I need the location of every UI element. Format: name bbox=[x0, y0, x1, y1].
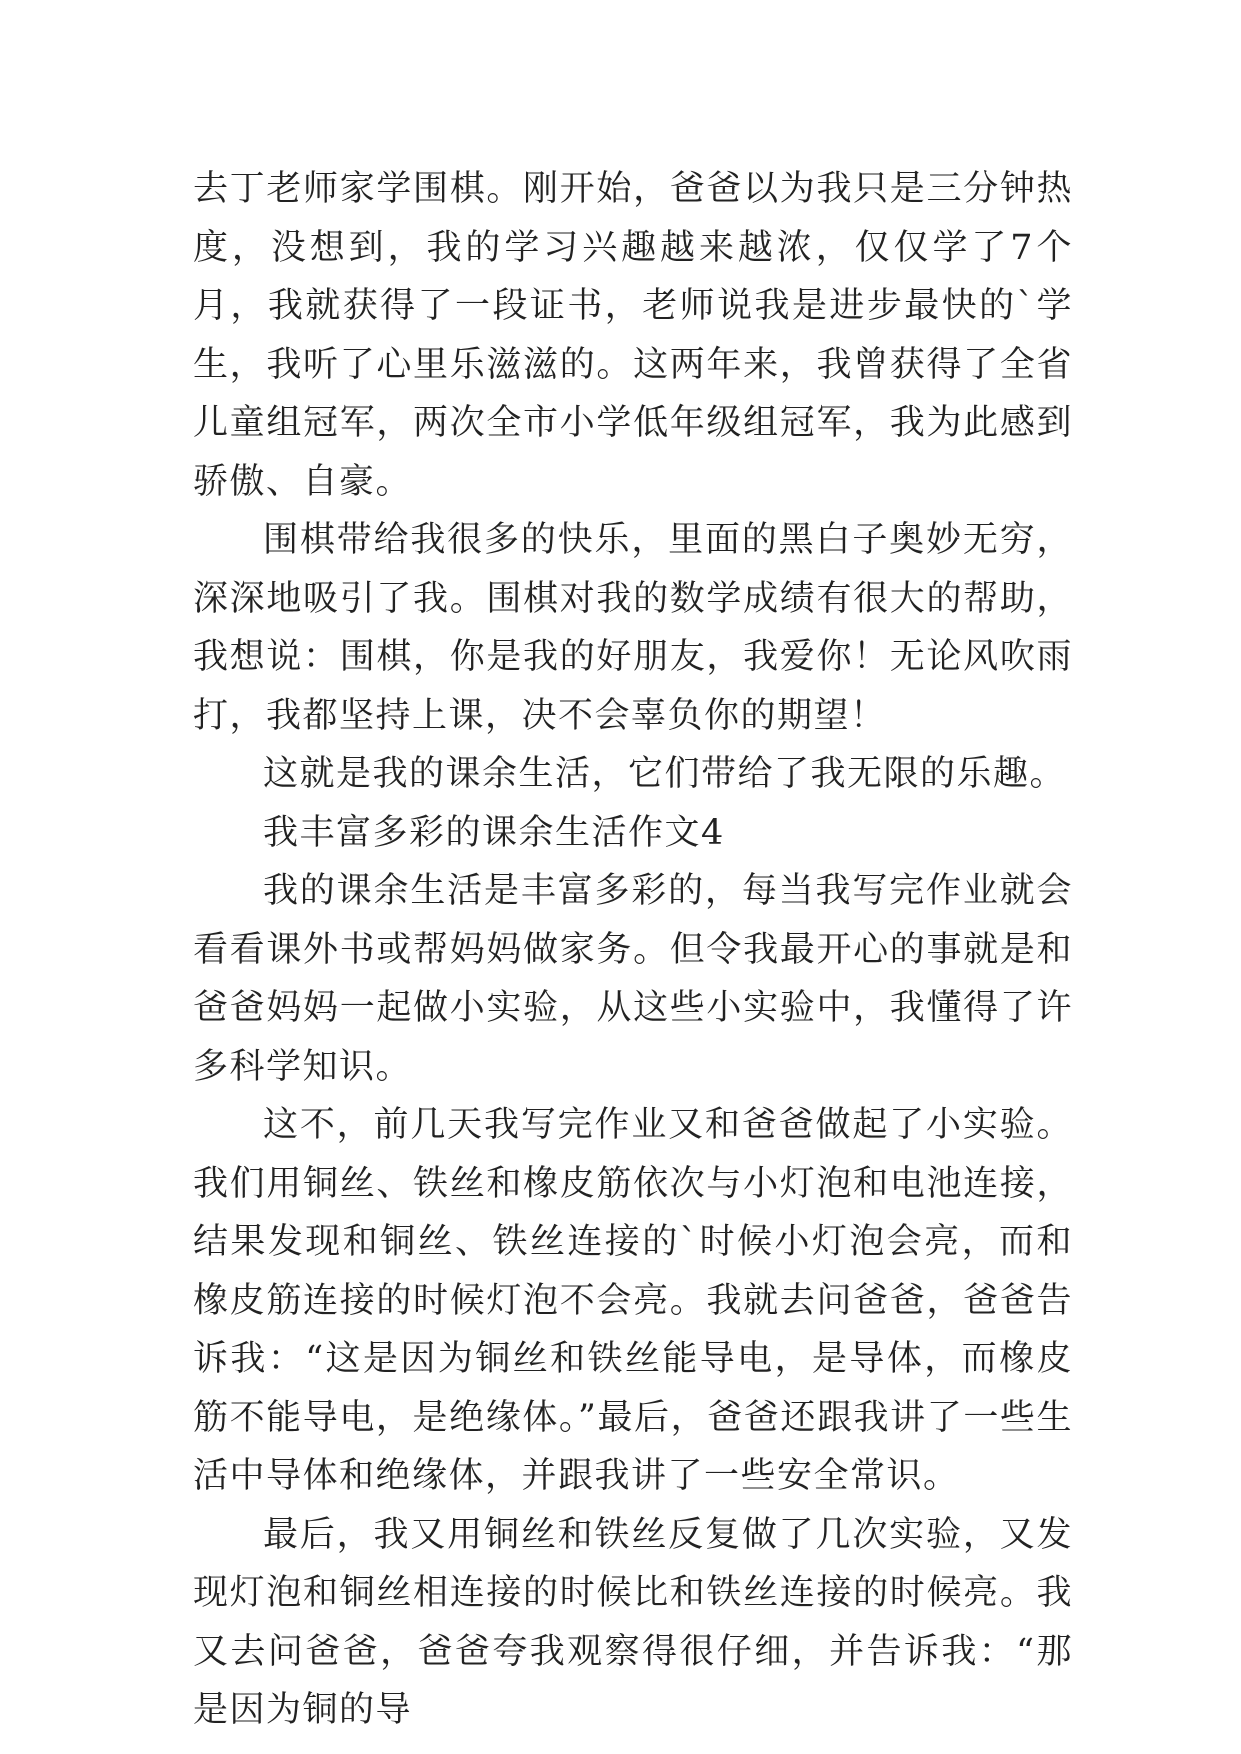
paragraph-1: 去丁老师家学围棋。刚开始，爸爸以为我只是三分钟热度，没想到，我的学习兴趣越来越浓，仅仅学了7个月，我就获得了一段证书，老师说我是进步最快的`学生，我听了心里乐滋滋的。这两年来，我曾获得了全省儿童组冠军，两次全市小学低年级组冠军，我为此感到骄傲、自豪。 bbox=[193, 169, 1073, 502]
paragraph-4: 我的课余生活是丰富多彩的，每当我写完作业就会看看课外书或帮妈妈做家务。但令我最开心的事就是和爸爸妈妈一起做小实验，从这些小实验中，我懂得了许多科学知识。 bbox=[193, 871, 1073, 1087]
paragraph-3: 这就是我的课余生活，它们带给了我无限的乐趣。 bbox=[263, 754, 1067, 794]
paragraph-6: 最后，我又用铜丝和铁丝反复做了几次实验，又发现灯泡和铜丝相连接的时候比和铁丝连接的时候亮。我又去问爸爸，爸爸夸我观察得很仔细，并告诉我：“那是因为铜的导 bbox=[193, 1514, 1073, 1730]
section-heading: 我丰富多彩的课余生活作文4 bbox=[263, 812, 725, 853]
paragraph-2: 围棋带给我很多的快乐，里面的黑白子奥妙无穷，深深地吸引了我。围棋对我的数学成绩有很大的帮助，我想说：围棋，你是我的好朋友，我爱你！无论风吹雨打，我都坚持上课，决不会辜负你的期望！ bbox=[193, 520, 1073, 736]
essay-body bbox=[193, 160, 1073, 1740]
paragraph-5: 这不，前几天我写完作业又和爸爸做起了小实验。我们用铜丝、铁丝和橡皮筋依次与小灯泡和电池连接，结果发现和铜丝、铁丝连接的`时候小灯泡会亮，而和橡皮筋连接的时候灯泡不会亮。我就去问爸爸，爸爸告诉我：“这是因为铜丝和铁丝能导电，是导体，而橡皮筋不能导电，是绝缘体。”最后，爸爸还跟我讲了一些生活中导体和绝缘体，并跟我讲了一些安全常识。 bbox=[193, 1105, 1073, 1496]
